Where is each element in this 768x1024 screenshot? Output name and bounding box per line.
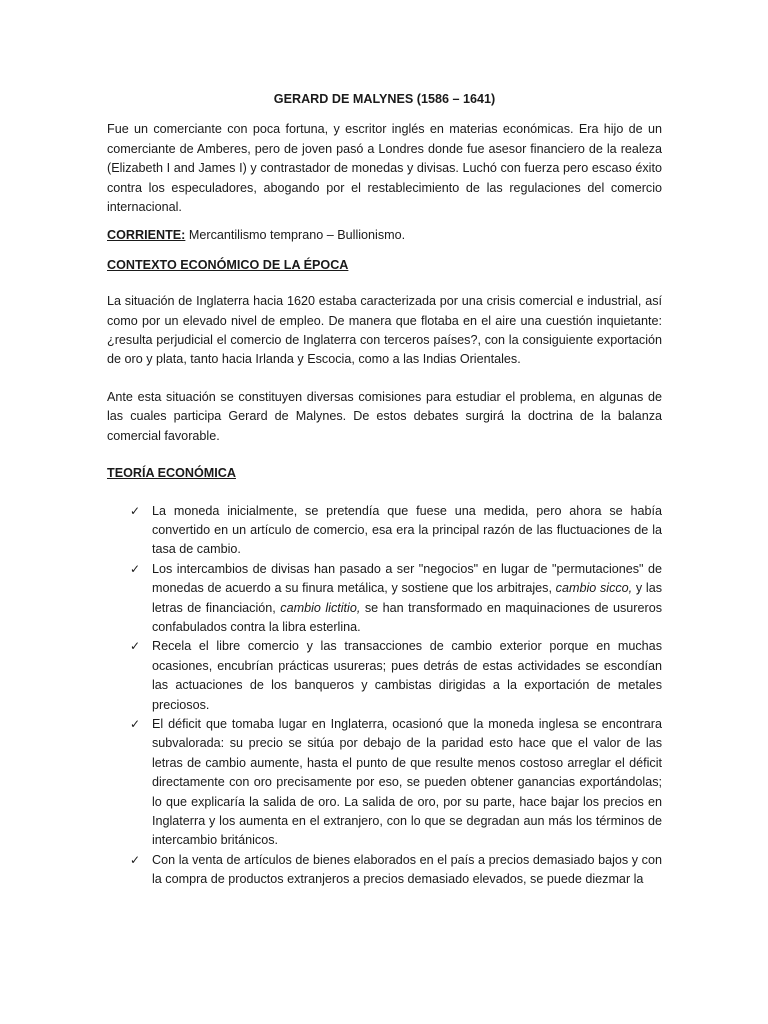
teoria-bullet-list [107,502,662,890]
bullet-text: Los intercambios de divisas han pasado a ser "negocios" en lugar de "permutaciones" de monedas de acuerdo a su finura metálica, y sostiene que los arbitrajes, [152,561,662,596]
contexto-paragraph-1: La situación de Inglaterra hacia 1620 estaba caracterizada por una crisis comercial e industrial, así como por un elevado nivel de empleo. De manera que flotaba en el aire una cuestión inquietante: ¿resulta perjudicial el comercio de Inglaterra con terceros países?, con la consiguiente exportación de oro y plata, tanto hacia Irlanda y Escocia, como a las Indias Orientales. [107,294,662,367]
checkmark-icon: ✓ [130,716,141,731]
checkmark-icon: ✓ [130,561,141,576]
bullet-text: El déficit que tomaba lugar en Inglaterra, ocasionó que la moneda inglesa se encontrara subvalorada: su precio se sitúa por debajo de la paridad esto hace que el valor de las letras de cambio aumente, hasta el punto de que resulte menos costoso arreglar el déficit directamente con oro precisamente por eso, se pueden obtener ganancias exportándolas; lo que explicaría la salida de oro. La salida de oro, por su parte, hace bajar los precios en Inglaterra y los aumenta en el extranjero, con lo que se degradan aun más los términos de intercambio británicos. [152,716,662,848]
bullet-emphasis: cambio sicco, [555,581,633,596]
corriente-line [107,226,662,245]
list-item [107,637,662,715]
contexto-heading: CONTEXTO ECONÓMICO DE LA ÉPOCA [107,257,349,272]
bullet-text: se han transformado en maquinaciones de usureros confabulados contra la libra esterlina. [152,600,662,634]
contexto-paragraph-2: Ante esta situación se constituyen diversas comisiones para estudiar el problema, en algunas de las cuales participa Gerard de Malynes. De estos debates surgirá la doctrina de la balanza comercial favorable. [107,389,662,443]
document-page [107,90,662,890]
bullet-emphasis: cambio lictitio, [280,600,361,615]
corriente-label: CORRIENTE: [107,228,186,243]
corriente-text: Mercantilismo temprano – Bullionismo. [185,228,406,243]
checkmark-icon: ✓ [130,503,141,518]
list-item [107,715,662,851]
document-title: GERARD DE MALYNES (1586 – 1641) [273,92,496,106]
bullet-text: y las letras de financiación, [152,581,662,615]
list-item [107,502,662,560]
list-item [107,851,662,890]
list-item [107,560,662,638]
bullet-text: La moneda inicialmente, se pretendía que fuese una medida, pero ahora se había convertido en un artículo de comercio, esa era la principal razón de las fluctuaciones de la tasa de cambio. [152,503,662,557]
teoria-heading: TEORÍA ECONÓMICA [107,466,236,481]
checkmark-icon: ✓ [130,852,141,867]
intro-paragraph: Fue un comerciante con poca fortuna, y escritor inglés en materias económicas. Era hijo de un comerciante de Amberes, pero de joven pasó a Londres donde fue asesor financiero de la realeza (Elizabeth I and James I) y contrastador de monedas y divisas. Luchó con fuerza pero escaso éxito contra los especuladores, abogando por el restablecimiento de las regulaciones del comercio internacional. [107,122,662,215]
bullet-text: Recela el libre comercio y las transacciones de cambio exterior porque en muchas ocasiones, encubrían prácticas usureras; pues detrás de estas actividades se escondían las actuaciones de los banqueros y cambistas dirigidas a la exportación de metales preciosos. [152,639,662,712]
bullet-text: Con la venta de artículos de bienes elaborados en el país a precios demasiado bajos y con la compra de productos extranjeros a precios demasiado elevados, se puede diezmar la [152,852,662,887]
checkmark-icon: ✓ [130,639,141,654]
